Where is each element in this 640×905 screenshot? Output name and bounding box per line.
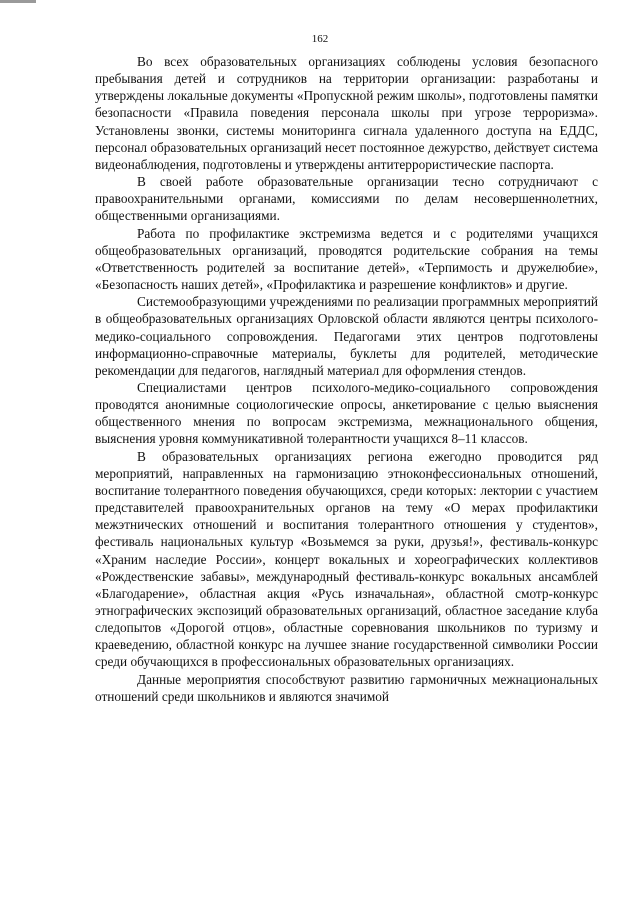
paragraph-events: В образовательных организациях региона ежегодно проводится ряд мероприятий, направленных на гармонизацию этноконфессиональных отношений, воспитание толерантного поведения обучающихся, среди которых: лектории с участием представителей правоохранительных органов на тему «О мерах профилактики межэтнических отношений и воспитания толерантного отношения у студентов», фестиваль национальных культур «Возьмемся за руки, друзья!», фестиваль-конкурс «Храним наследие России», концерт вокальных и хореографических коллективов «Рождественские забавы», международный фестиваль-конкурс вокальных ансамблей «Благодарение», областная акция «Русь изначальная», областной смотр-конкурс этнографических экспозиций образовательных организаций, областное заседание клуба следопытов «Дорогой отцов», областные соревнования школьников по туризму и краеведению, областной конкурс на лучшее знание государственной символики России среди обучающихся в профессиональных образовательных организациях.	[95, 448, 598, 670]
paragraph-surveys: Специалистами центров психолого-медико-социального сопровождения проводятся анонимные социологические опросы, анкетирование с целью выяснения общественного мнения по вопросам экстремизма, межнационального общения, выяснения уровня коммуникативной толерантности учащихся 8–11 классов.	[95, 379, 598, 447]
paragraph-cooperation: В своей работе образовательные организации тесно сотрудничают с правоохранительными органами, комиссиями по делам несовершеннолетних, общественными организациями.	[95, 174, 598, 224]
paragraph-safety-conditions: Во всех образовательных организациях соблюдены условия безопасного пребывания детей и сотрудников на территории организации: разработаны и утверждены локальные документы «Пропускной режим школы», подготовлены памятки безопасности «Правила поведения персонала школы при угрозе терроризма». Установлены звонки, системы мониторинга сигнала удаленного доступа на ЕДДС, персонал образовательных организаций несет постоянное дежурство, действует система видеонаблюдения, подготовлены и утверждены антитеррористические паспорта.	[95, 54, 598, 172]
paragraph-parents-work: Работа по профилактике экстремизма ведется и с родителями учащихся общеобразовательных организаций, проводятся родительские собрания на темы «Ответственность родителей за воспитание детей», «Терпимость и дружелюбие», «Безопасность наших детей», «Профилактика и разрешение конфликтов» и другие.	[95, 225, 598, 293]
page-number: 162	[311, 33, 329, 45]
scan-edge-mark	[0, 0, 36, 3]
paragraph-conclusion: Данные мероприятия способствуют развитию гармоничных межнациональных отношений среди школьников и являются значимой	[95, 671, 598, 704]
paragraph-support-centers: Системообразующими учреждениями по реализации программных мероприятий в общеобразовательных организациях Орловской области являются центры психолого-медико-социального сопровождения. Педагогами этих центров подготовлены информационно-справочные материалы, буклеты для родителей, методические рекомендации для педагогов, наглядный материал для оформления стендов.	[95, 294, 598, 378]
document-body	[95, 53, 598, 705]
